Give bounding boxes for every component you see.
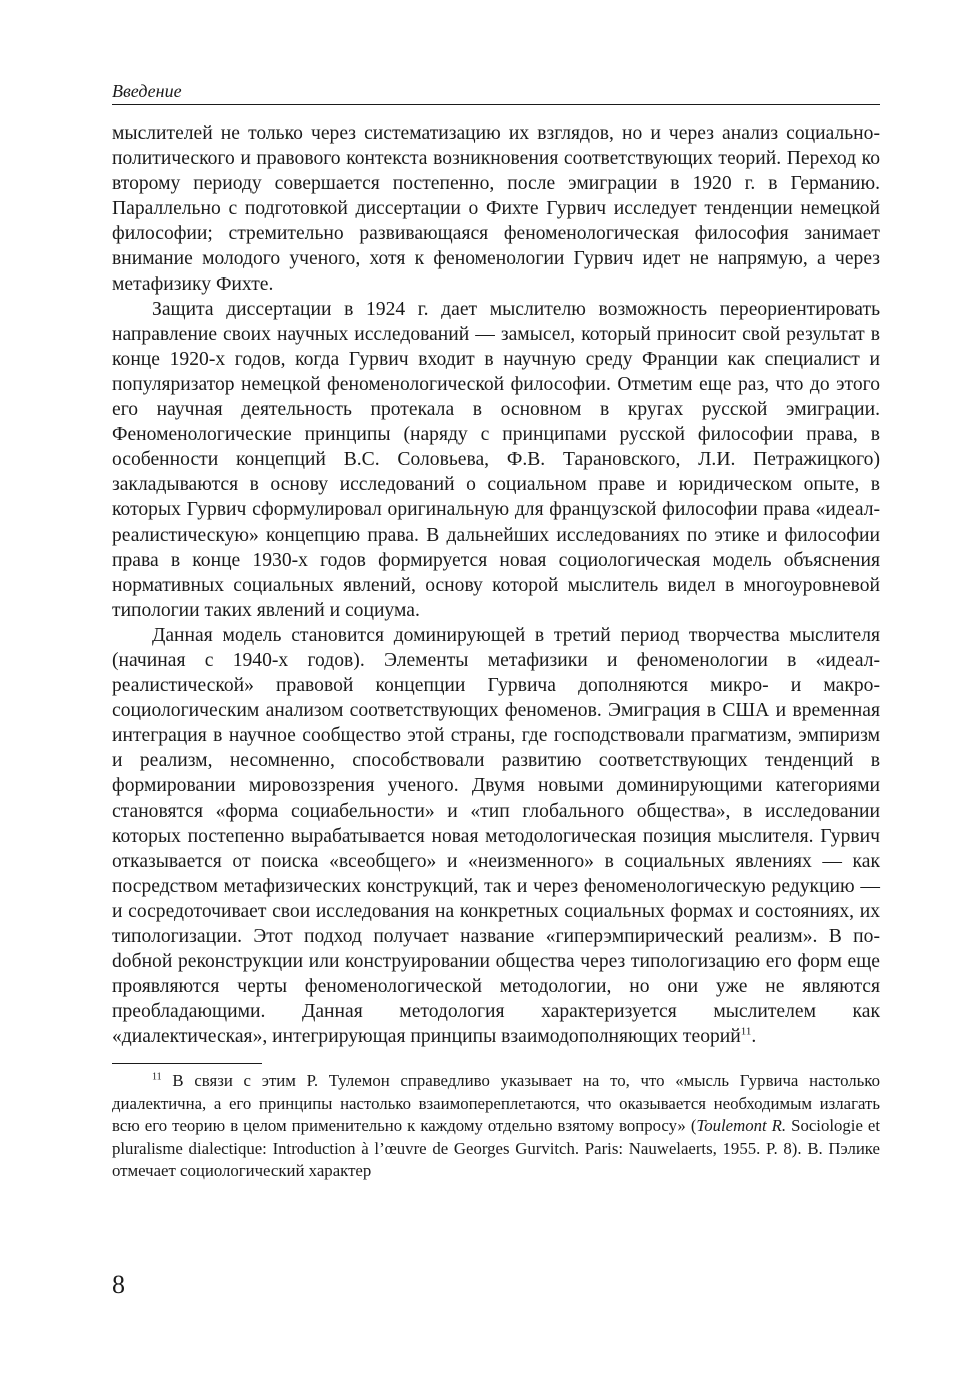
paragraph-1: мыслителей не только через систематизацию их взглядов, но и через анализ социально-политического и правового контекста возникновения соответствующих теорий. Переход ко второму периоду совершается постепенно, после эмиграции в 1920 г. в Германию. Параллельно с подготовкой диссертации о Фихте Гурвич исследует тенденции немецкой философии; стремительно развивающаяся феноменологическая философия занимает внимание молодого ученого, хотя к феноменологии Гурвич идет не напрямую, а через метафизику Фихте. [112,123,880,295]
footnote-number: 11 [152,1071,162,1083]
footnote-separator [112,1063,262,1064]
page-content [112,80,880,1183]
footnote-author: Toulemont R. [696,1116,787,1136]
footnote-text-after: Sociologie et pluralisme dialectique: Introduction à l’œuvre de Georges Gurvitch. Paris: Nauwelaerts, 1955. P. 8). В. Пэлике отмечает социологический характер [112,1116,881,1181]
running-head: Введение [112,80,880,105]
footnote-reference[interactable]: 11 [740,1025,752,1038]
body-text [112,121,880,1049]
page-number: 8 [112,1270,125,1299]
paragraph-2: Защита диссертации в 1924 г. дает мыслителю возможность переориентировать направление своих научных исследований — замысел, который приносит свой результат в конце 1920-х годов, когда Гурвич входит в научную среду Франции как специалист и популяризатор немецкой феноменологической философии. Отметим еще раз, что до этого его научная деятельность протекала в основном в кругах русской эмиграции. Феноменологические принципы (наряду с принципами русской философии права, в особенности концепций В.С. Соловьева, Ф.В. Тарановского, Л.И. Петражицкого) закладываются в основу исследований о социальном праве и юридическом опыте, в которых Гурвич сформулировал оригинальную для французской философии права «идеал-реалистическую» концепцию права. В дальнейших исследованиях по этике и философии права в конце 1930-х годов формируется новая социологическая модель объяснения нормативных социальных явлений, основу которой мыслитель видел в многоуровневой типологии таких явлений и социума. [112,298,880,621]
paragraph-3-text: Данная модель становится доминирующей в третий период творчества мыслителя (начиная с 1940-х годов). Элементы метафизики и феноменологии в «идеал-реалистической» правовой концепции Гурвича дополняются микро- и макросоциологическим анализом соответствующих феноменов. Эмиграция в США и временная интеграция в научное сообщество этой страны, где господствовали прагматизм, эмпиризм и реализм, несомненно, способствовали развитию соответствующих тенденций в формировании мировоззрения ученого. Двумя новыми доминирующими категориями становятся «форма социабельности» и «тип глобального общества», в исследовании которых постепенно вырабатывается новая методологическая позиция мыслителя. Гурвич отказывается от поиска «всеобщего» и «неизменного» в социальных явлениях — как посредством метафизических конструкций, так и через феноменологическую редукцию — и сосредоточивает свои исследования на конкретных социальных формах и состояниях, их типологизации. Этот подход получает название «гиперэмпирический реализм». В поdобной реконструкции или конструировании общества через типологизацию его форм еще проявляются черты феноменологической методологии, но они уже не являются преобладающими. Данная методология характеризуется мыслителем как «диалектическая», интегрирующая принципы взаимодополняющих теорий [112,624,880,1048]
footnote-text-before: В связи с этим Р. Тулемон справедливо указывает на то, что «мысль Гурвича настолько диалектична, а его принципы настолько взаимопереплетаются, что оказывается необходимым излагать всю его теорию в целом применительно к каждому отдельно взятому вопросу» ( [112,1071,880,1136]
footnote [112,1070,880,1183]
paragraph-3: Данная модель становится доминирующей в третий период творчества мыслителя (начиная с 1940-х годов). Элементы метафизики и феноменологии в «идеал-реалистической» правовой концепции Гурвича дополняются микро- и макросоциологическим анализом соответствующих феноменов. Эмиграция в США и временная интеграция в научное сообщество этой страны, где господствовали прагматизм, эмпиризм и реализм, несомненно, способствовали развитию соответствующих тенденций в формировании мировоззрения ученого. Двумя новыми доминирующими категориями становятся «форма социабельности» и «тип глобального общества», в исследовании которых постепенно вырабатывается новая методологическая позиция мыслителя. Гурвич отказывается от поиска «всеобщего» и «неизменного» в социальных явлениях — как посредством метафизических конструкций, так и через феноменологическую редукцию — и сосредоточивает свои исследования на конкретных социальных формах и состояниях, их типологизации. Этот подход получает название «гиперэмпирический реализм». В поdобной реконструкции или конструировании общества через типологизацию его форм еще проявляются черты феноменологической методологии, но они уже не являются преобладающими. Данная методология характеризуется мыслителем как «диалектическая», интегрирующая принципы взаимодополняющих теорий$^{11}$. [112,624,880,1048]
